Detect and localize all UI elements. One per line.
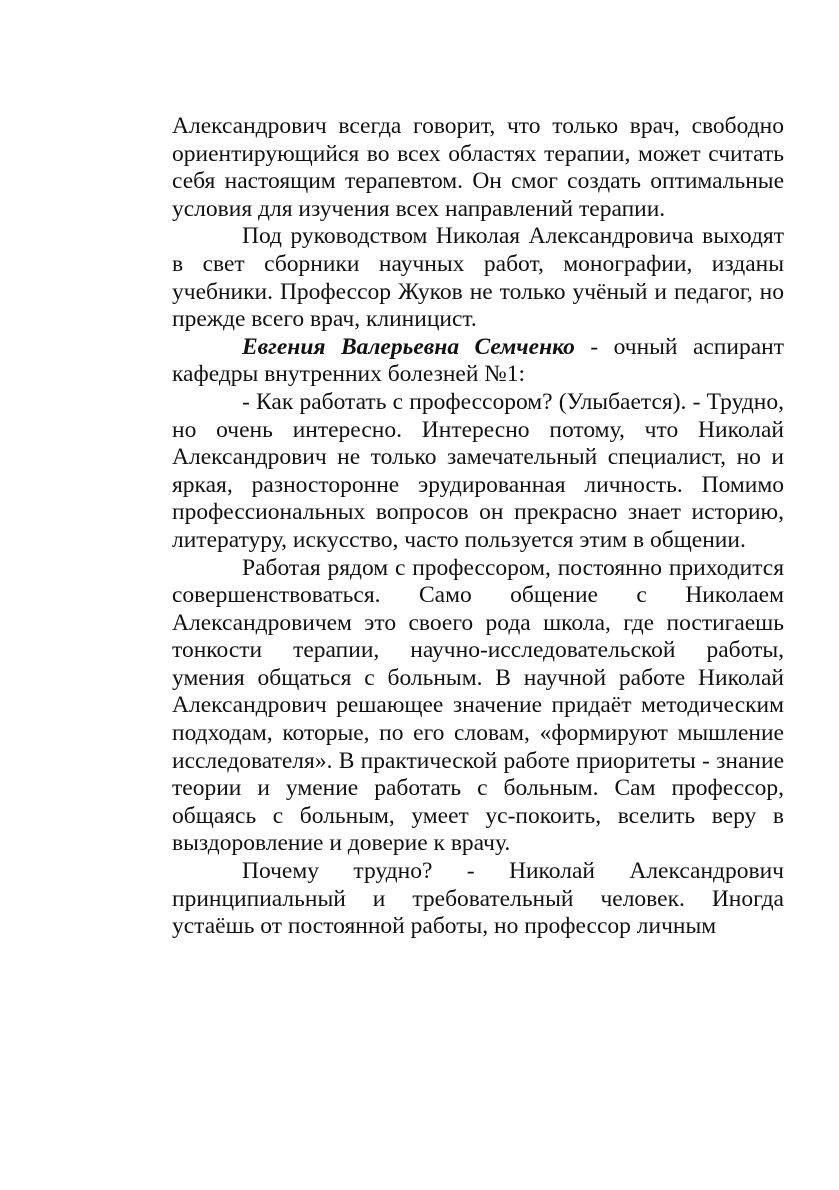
paragraph-1: Александрович всегда говорит, что только врач, свободно ориентирующийся во всех областях терапии, может считать себя настоящим терапевтом. Он смог создать оптимальные условия для изучения всех направлений терапии. xyxy=(172,113,784,222)
paragraph-2: Под руководством Николая Александровича выходят в свет сборники научных работ, монографии, изданы учебники. Профессор Жуков не только учёный и педагог, но прежде всего врач, клиницист. xyxy=(172,223,784,333)
paragraph-5: Работая рядом с профессором, постоянно приходится совершенствоваться. Само общение с Николаем Александровичем это своего рода школа, где постигаешь тонкости терапии, научно-исследовательской работы, умения общаться с больным. В научной работе Николай Александрович решающее значение придаёт методическим подходам, которые, по его словам, «формируют мышление исследователя». В практической работе приоритеты - знание теории и умение работать с больным. Сам профессор, общаясь с больным, умеет ус-покоить, вселить веру в выздоровление и доверие к врачу. xyxy=(172,554,784,857)
paragraph-6: Почему трудно? - Николай Александрович принципиальный и требовательный человек. Иногда устаёшь от постоянной работы, но профессор личным xyxy=(172,858,784,940)
speaker-name: Евгения Валерьевна Семченко xyxy=(242,333,575,360)
body-text xyxy=(172,113,784,941)
paragraph-4: - Как работать с профессором? (Улыбается). - Трудно, но очень интересно. Интересно потому, что Николай Александрович не только замечательный специалист, но и яркая, разносторонне эрудированная личность. Помимо профессиональных вопросов он прекрасно знает историю, литературу, искусство, часто пользуется этим в общении. xyxy=(172,388,784,553)
paragraph-3 xyxy=(172,334,784,389)
speaker-description: - очный аспирант кафедры внутренних болезней №1: xyxy=(172,333,784,388)
